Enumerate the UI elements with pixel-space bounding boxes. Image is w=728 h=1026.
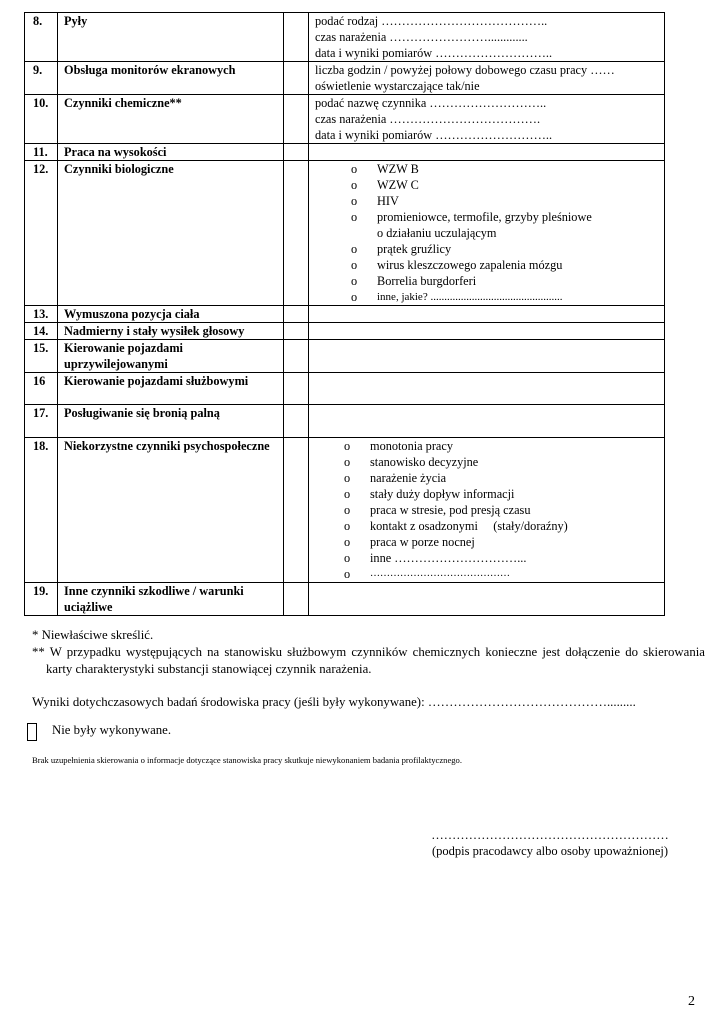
detail-line: data i wyniki pomiarów ……………………….. bbox=[315, 46, 553, 60]
table-row bbox=[25, 438, 665, 583]
list-item[interactable]: o praca w porze nocnej bbox=[344, 535, 475, 549]
signature-block bbox=[410, 827, 690, 859]
row-number: 11. bbox=[25, 144, 58, 161]
list-item[interactable]: o wirus kleszczowego zapalenia mózgu bbox=[351, 258, 563, 272]
mark-cell[interactable] bbox=[284, 62, 309, 95]
row-label: Posługiwanie się bronią palną bbox=[58, 405, 284, 438]
row-number: 10. bbox=[25, 95, 58, 144]
mark-cell[interactable] bbox=[284, 340, 309, 373]
row-label: Nadmierny i stały wysiłek głosowy bbox=[58, 323, 284, 340]
detail-line: liczba godzin / powyżej połowy dobowego czasu pracy …… bbox=[315, 63, 615, 77]
circle-bullet-icon: o bbox=[344, 471, 351, 485]
details-cell[interactable] bbox=[309, 405, 665, 438]
mark-cell[interactable] bbox=[284, 583, 309, 616]
row-label: Wymuszona pozycja ciała bbox=[58, 306, 284, 323]
list-item[interactable]: o praca w stresie, pod presją czasu bbox=[344, 503, 531, 517]
biological-factors-list bbox=[351, 161, 658, 305]
row-label: Pyły bbox=[58, 13, 284, 62]
circle-bullet-icon: o bbox=[351, 178, 358, 192]
circle-bullet-icon: o bbox=[351, 194, 358, 208]
table-row bbox=[25, 323, 665, 340]
mark-cell[interactable] bbox=[284, 95, 309, 144]
row-number: 18. bbox=[25, 438, 58, 583]
list-item[interactable]: o WZW B bbox=[351, 162, 419, 176]
list-item[interactable]: o Borrelia burgdorferi bbox=[351, 274, 477, 288]
list-item[interactable]: o stały duży dopływ informacji bbox=[344, 487, 515, 501]
list-item[interactable]: o HIV bbox=[351, 194, 399, 208]
results-line[interactable]: Wyniki dotychczasowych badań środowiska pracy (jeśli były wykonywane): ……………………………………......... bbox=[32, 695, 636, 709]
not-performed-checkbox[interactable] bbox=[27, 723, 37, 741]
detail-line: podać nazwę czynnika ……………………….. bbox=[315, 96, 547, 110]
row-number: 19. bbox=[25, 583, 58, 616]
table-row bbox=[25, 13, 665, 62]
table-row bbox=[25, 583, 665, 616]
details-cell[interactable] bbox=[309, 95, 665, 144]
details-cell[interactable] bbox=[309, 323, 665, 340]
circle-bullet-icon: o bbox=[351, 258, 358, 272]
details-cell[interactable] bbox=[309, 62, 665, 95]
row-label: Kierowanie pojazdami służbowymi bbox=[58, 373, 284, 405]
circle-bullet-icon: o bbox=[344, 535, 351, 549]
psychosocial-factors-list bbox=[344, 438, 658, 582]
detail-line: oświetlenie wystarczające tak/nie bbox=[315, 79, 480, 93]
circle-bullet-icon: o bbox=[344, 503, 351, 517]
mark-cell[interactable] bbox=[284, 438, 309, 583]
row-number: 12. bbox=[25, 161, 58, 306]
list-item[interactable]: o promieniowce, termofile, grzyby pleśniowe bbox=[351, 210, 592, 224]
mark-cell[interactable] bbox=[284, 323, 309, 340]
table-row bbox=[25, 144, 665, 161]
list-item[interactable]: o WZW C bbox=[351, 178, 419, 192]
row-number: 16 bbox=[25, 373, 58, 405]
circle-bullet-icon: o bbox=[351, 162, 358, 176]
detail-line: czas narażenia ………………………………. bbox=[315, 112, 541, 126]
signature-caption: (podpis pracodawcy albo osoby upoważnionej) bbox=[431, 844, 669, 858]
table-row bbox=[25, 340, 665, 373]
row-number: 9. bbox=[25, 62, 58, 95]
details-cell[interactable] bbox=[309, 144, 665, 161]
details-cell bbox=[309, 161, 665, 306]
details-cell bbox=[309, 438, 665, 583]
circle-bullet-icon: o bbox=[344, 551, 351, 565]
circle-bullet-icon: o bbox=[344, 439, 351, 453]
row-label: Obsługa monitorów ekranowych bbox=[58, 62, 284, 95]
row-number: 15. bbox=[25, 340, 58, 373]
list-item[interactable]: o inne …………………………... bbox=[344, 551, 527, 565]
mark-cell[interactable] bbox=[284, 13, 309, 62]
row-label: Czynniki chemiczne** bbox=[58, 95, 284, 144]
details-cell[interactable] bbox=[309, 306, 665, 323]
mark-cell[interactable] bbox=[284, 144, 309, 161]
footnote-2: ** W przypadku występujących na stanowisku służbowym czynników chemicznych konieczne jest dołączenie do skierowania karty charakterystyki substancji stanowiącej czynnik narażenia. bbox=[32, 645, 705, 676]
table-row bbox=[25, 405, 665, 438]
not-performed-label: Nie były wykonywane. bbox=[52, 723, 172, 737]
footnote-1: * Niewłaściwe skreślić. bbox=[32, 628, 154, 642]
row-label: Niekorzystne czynniki psychospołeczne bbox=[58, 438, 284, 583]
signature-line[interactable]: ………………………………………………… bbox=[431, 828, 669, 842]
circle-bullet-icon: o bbox=[344, 487, 351, 501]
hazards-table bbox=[24, 12, 665, 616]
mark-cell[interactable] bbox=[284, 306, 309, 323]
list-item[interactable]: o inne, jakie? ................................................ bbox=[351, 290, 563, 304]
row-number: 14. bbox=[25, 323, 58, 340]
mark-cell[interactable] bbox=[284, 373, 309, 405]
table-row bbox=[25, 306, 665, 323]
warning-note: Brak uzupełnienia skierowania o informacje dotyczące stanowiska pracy skutkuje niewykonaniem badania profilaktycznego. bbox=[32, 755, 463, 765]
table-row bbox=[25, 62, 665, 95]
page-number: 2 bbox=[688, 994, 695, 1009]
row-label: Czynniki biologiczne bbox=[58, 161, 284, 306]
detail-line: data i wyniki pomiarów ……………………….. bbox=[315, 128, 553, 142]
row-label: Inne czynniki szkodliwe / warunki uciążliwe bbox=[58, 583, 284, 616]
detail-line: podać rodzaj ………………………………….. bbox=[315, 14, 548, 28]
mark-cell[interactable] bbox=[284, 405, 309, 438]
circle-bullet-icon: o bbox=[351, 274, 358, 288]
list-item[interactable]: o kontakt z osadzonymi (stały/doraźny) bbox=[344, 519, 568, 533]
list-item[interactable]: o narażenie życia bbox=[344, 471, 447, 485]
list-item-continuation: o działaniu uczulającym bbox=[377, 226, 497, 240]
circle-bullet-icon: o bbox=[351, 242, 358, 256]
row-number: 8. bbox=[25, 13, 58, 62]
list-item[interactable]: o stanowisko decyzyjne bbox=[344, 455, 479, 469]
list-item[interactable]: o prątek gruźlicy bbox=[351, 242, 452, 256]
detail-line: czas narażenia ……………………............. bbox=[315, 30, 528, 44]
row-number: 13. bbox=[25, 306, 58, 323]
details-cell[interactable] bbox=[309, 583, 665, 616]
circle-bullet-icon: o bbox=[344, 455, 351, 469]
row-label: Kierowanie pojazdami uprzywilejowanymi bbox=[58, 340, 284, 373]
row-label: Praca na wysokości bbox=[58, 144, 284, 161]
circle-bullet-icon: o bbox=[351, 290, 358, 304]
list-item[interactable]: o monotonia pracy bbox=[344, 439, 453, 453]
table-row bbox=[25, 161, 665, 306]
details-cell[interactable] bbox=[309, 13, 665, 62]
list-item[interactable]: o …………………………………… bbox=[344, 567, 510, 581]
circle-bullet-icon: o bbox=[344, 519, 351, 533]
circle-bullet-icon: o bbox=[344, 567, 351, 581]
details-cell[interactable] bbox=[309, 373, 665, 405]
table-row bbox=[25, 95, 665, 144]
table-row bbox=[25, 373, 665, 405]
details-cell[interactable] bbox=[309, 340, 665, 373]
circle-bullet-icon: o bbox=[351, 210, 358, 224]
mark-cell[interactable] bbox=[284, 161, 309, 306]
row-number: 17. bbox=[25, 405, 58, 438]
